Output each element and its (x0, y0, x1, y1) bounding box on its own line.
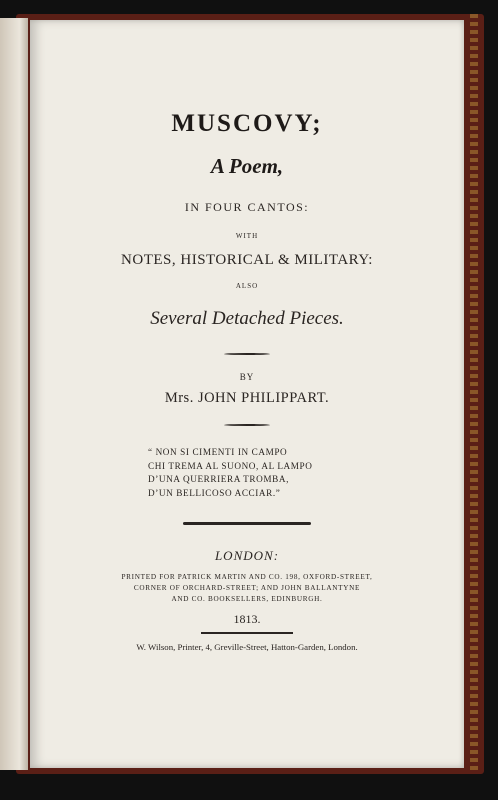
title-page (30, 20, 464, 768)
author-name: Mrs. JOHN PHILIPPART. (164, 390, 330, 406)
notes-line: NOTES, HISTORICAL & MILITARY: (121, 252, 373, 268)
imprint-line: AND CO. BOOKSELLERS, EDINBURGH. (171, 595, 323, 603)
epigraph-line: D’UNA QUERRIERA TROMBA, (148, 474, 289, 485)
epigraph (148, 446, 313, 500)
ornamental-rule (224, 353, 270, 355)
by-line: BY (239, 372, 255, 382)
previous-leaf (0, 18, 28, 770)
thick-rule (183, 522, 311, 525)
epigraph-line: “ NON SI CIMENTI IN CAMPO (148, 447, 288, 457)
epigraph-line: D’UN BELLICOSO ACCIAR.” (148, 487, 281, 498)
book-title: MUSCOVY; (171, 110, 323, 137)
publication-year: 1813. (233, 612, 261, 626)
book-subtitle: A Poem, (210, 154, 284, 178)
imprint-line: CORNER OF ORCHARD-STREET; AND JOHN BALLANTYNE (133, 584, 361, 592)
imprint (30, 572, 464, 605)
place-of-publication: LONDON: (214, 548, 280, 563)
cantos-line: IN FOUR CANTOS: (184, 200, 310, 214)
printer-line: W. Wilson, Printer, 4, Greville-Street, Hatton-Garden, London. (136, 642, 358, 652)
epigraph-line: CHI TREMA AL SUONO, AL LAMPO (148, 460, 313, 471)
imprint-rule (201, 632, 293, 634)
detached-pieces-line: Several Detached Pieces. (150, 308, 344, 329)
imprint-line: PRINTED FOR PATRICK MARTIN AND CO. 198, OXFORD-STREET, (121, 573, 373, 581)
with-line: WITH (235, 232, 259, 240)
ornamental-rule (224, 424, 270, 426)
also-line: ALSO (235, 282, 259, 290)
